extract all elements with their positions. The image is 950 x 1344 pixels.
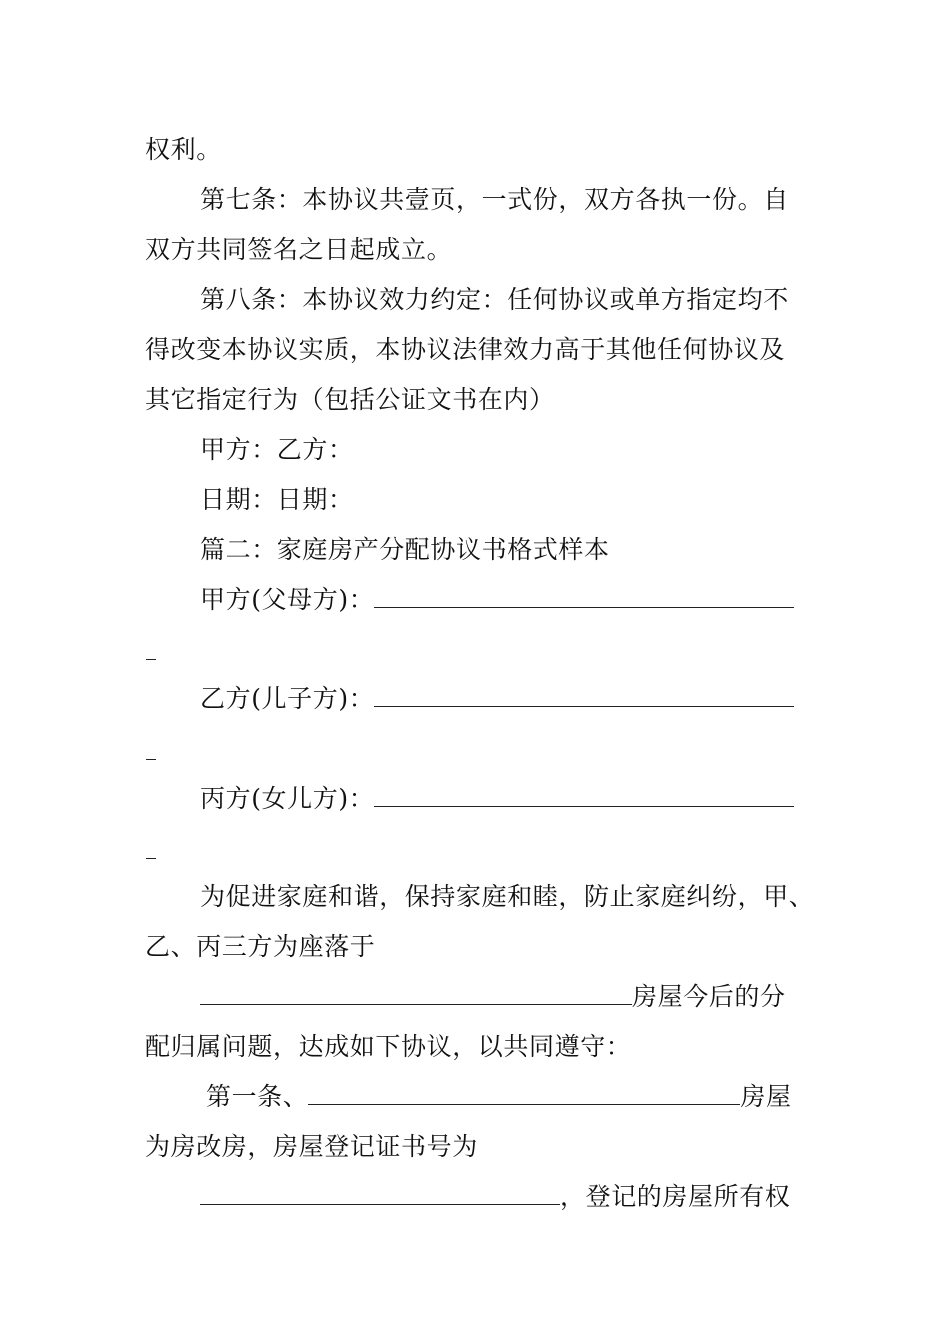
party-c-blank [374, 784, 794, 807]
section-heading: 篇二：家庭房产分配协议书格式样本 [200, 535, 610, 564]
article-7-line: 第七条：本协议共壹页，一式份，双方各执一份。自 [200, 185, 789, 214]
party-a-label: 甲方(父母方)： [200, 585, 375, 614]
text-segment: ，登记的房屋所有权 [560, 1182, 791, 1211]
preamble-line: 为促进家庭和谐，保持家庭和睦，防止家庭纠纷，甲、 [200, 882, 815, 911]
property-location-row [200, 980, 786, 1014]
party-c-row [200, 782, 794, 816]
blank-tail [146, 759, 156, 760]
article-1-label: 第一条、 [206, 1082, 309, 1111]
property-blank [308, 1082, 740, 1105]
text-line: 双方共同签名之日起成立。 [145, 235, 453, 264]
party-b-blank [374, 684, 794, 707]
party-c-label: 丙方(女儿方)： [200, 784, 375, 813]
text-segment: 房屋今后的分 [632, 982, 786, 1011]
certificate-number-blank [200, 1182, 560, 1205]
article-1-row [206, 1080, 792, 1114]
blank-tail [146, 858, 156, 859]
certificate-row [200, 1180, 790, 1214]
text-line: 为房改房，房屋登记证书号为 [145, 1132, 478, 1161]
article-8-line: 第八条：本协议效力约定：任何协议或单方指定均不 [200, 285, 789, 314]
text-segment: 房屋 [740, 1082, 792, 1111]
text-line: 配归属问题，达成如下协议，以共同遵守： [145, 1032, 632, 1061]
property-location-blank [200, 982, 632, 1005]
text-line: 乙、丙三方为座落于 [145, 932, 376, 961]
blank-tail [146, 659, 156, 660]
text-line: 权利。 [145, 135, 222, 164]
text-line: 得改变本协议实质，本协议法律效力高于其他任何协议及 [145, 335, 786, 364]
party-b-row [200, 682, 794, 716]
party-a-blank [374, 585, 794, 608]
text-line: 其它指定行为（包括公证文书在内） [145, 385, 555, 414]
party-b-label: 乙方(儿子方)： [200, 684, 375, 713]
party-a-row [200, 583, 794, 617]
date-signature-line: 日期：日期： [200, 485, 354, 514]
party-signature-line: 甲方：乙方： [200, 435, 354, 464]
